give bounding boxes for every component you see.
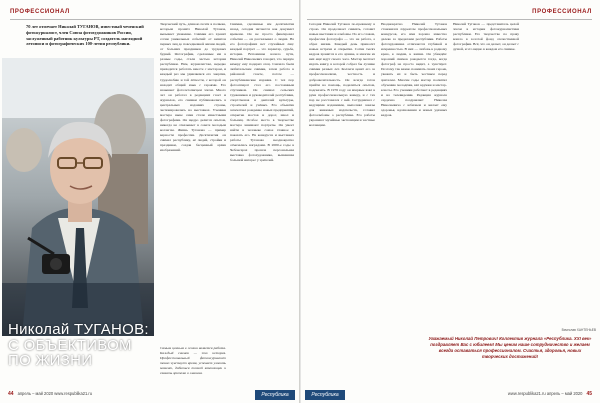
footer-right — [508, 391, 592, 397]
lead-paragraph: 70 лет отмечает Николай ТУГАНОВ, известный чеченский фотожурналист, член Союза фотохудожников России, заслуженный работник культуры РТ, создатель наглядной летописи и фотографических 100-летия республики. — [26, 24, 144, 47]
footer-right-text: www.respublika21.ru апрель – май 2020 — [507, 391, 583, 396]
page-number-left: 44 — [8, 391, 14, 397]
rubric-right: ПРОФЕССИОНАЛ — [532, 9, 592, 15]
footer-left-text: апрель – май 2020 www.respublika21.ru — [17, 391, 93, 396]
rubric-left: ПРОФЕССИОНАЛ — [10, 9, 70, 15]
author-signature: Вячеслав ХАНТЕНЬЕВ — [561, 328, 596, 332]
text-column-4: Неоднократно Николай Туганов становился лауреатом профессиональных конкурсов, его имя хорошо известно далеко за пределами республики. Работы фотохудожника отличаются глубиной и искренностью. В них — любовь к родному краю, к людям, к жизни. Он убеждён: хороший снимок рождается тогда, когда фотограф не просто видит, а чувствует. Поэтому так важно понимать своих героев, уважать их и быть честным перед зрителем. Многие годы мастер посвятил обучению молодёжи, вёл кружки и мастер-классы. Его ученики работают в редакциях и на телевидении. Редакция журнала сердечно поздравляет Николая Николаевича с юбилеем и желает ему здоровья, вдохновения и новых удачных кадров. — [381, 22, 447, 117]
article-title: Николай ТУГАНОВ: С ОБЪЕКТИВОМ ПО ЖИЗНИ — [8, 321, 149, 369]
text-column-3: Сегодня Николай Туганов по-прежнему в строю. Он продолжает снимать, готовит новые выставки и альбомы. По его словам, профессия фотографа — это не работа, а образ жизни. Каждый день приносит новые встречи и открытия. Сотни тысяч кадров хранятся в его архиве, и многие из них ещё ждут своего часа. Мастер мечтает издать книгу, в которой собрал бы лучшие снимки разных лет. Коллеги ценят его за профессионализм, честность и доброжелательность. Он всегда готов прийти на помощь, поделиться опытом, подсказать. В 1976 году он впервые взял в руки профессиональную камеру, и с тех пор не расставался с ней. Сотрудничал с ведущими изданиями, выполнял заказы для книжных издательств, готовил фотоальбомы о республике. Его работы украшают музейные экспозиции и частные коллекции. — [309, 22, 375, 127]
page-number-right: 45 — [586, 391, 592, 397]
text-column-2: Снимки, сделанные им десятилетия назад, сегодня читаются как документ времени. Он не просто фиксировал события — он рассказывал о людях. На его фотографиях нет случайных лиц: каждый портрет — это характер, судьба, история. Вспоминая начало пути, Николай Николаевич говорит, что первую камеру ему подарил отец. Сначала были любительские снимки, затем работа в районной газете, потом — республиканские издания. С тех пор фотоаппарат стал его постоянным спутником. Он снимал сельских тружеников и руководителей республики, спортсменов и деятелей культуры, строителей и учёных. Его объектив запечатлел рождение новых предприятий, открытие мостов и дорог, школ и больниц. Особое место в творчестве мастера занимают портреты. Он умеет найти в человеке самое главное и показать его. На конкурсах и выставках работы Туганова неоднократно отмечались наградами. В 2000-е годы в Чебоксарах прошла персональная выставка фотохудожника, вызвавшая большой интерес у зрителей. — [230, 22, 294, 163]
left-page — [0, 0, 299, 403]
text-column-1: Творческий путь, длиною почти в полвека, которым прошёл Николай Туганов, вызывает уважение. Снимки его хранят сотни уникальных событий: от визитов первых лиц до повседневной жизни людей, от больших праздников до трудовых будней. Фотографии, сделанные им в разные годы, стали частью истории республики. Нам, журналистам, нередко приходится работать вместе с мастером, и каждый раз мы удивляемся его энергии, трудолюбию и той лёгкости, с которой он находит общий язык с героями. Его называют фотолетописцем эпохи. Много лет он работал в редакциях газет и журналов, его снимки публиковались в центральных изданиях страны, экспонировались на выставках. Ученики мастера ныне сами стали известными фотографами. Он щедро делится опытом, никогда не отказывает в совете молодым коллегам. Жизнь Туганова — пример верности профессии. Десятилетия он снимал республику, её людей, стройки и праздники, создав бесценный архив изображений. — [160, 22, 226, 153]
rubric-rule-left — [10, 19, 292, 20]
rubric-rule-right — [307, 19, 592, 20]
congratulation-block: Уважаемый Николай Петрович! Коллектив журнала «Республика. XXI век» поздравляет Вас с юбилеем! Мы ценим наше сотрудничество и желаем всегда оставаться профессионалом. Счастья, здоровья, новых творческих достижений! — [428, 336, 592, 359]
text-column-5: Николай Туганов — представитель целой эпохи в истории фотожурналистики республики. Его творчество по праву вошло в золотой фонд отечественной фотографии. Всё, что он делает, он делает с душой, и это видно в каждом его снимке. — [453, 22, 519, 52]
right-page — [301, 0, 600, 403]
magazine-logo-left: Республика — [255, 390, 295, 400]
magazine-logo-right: Республика — [305, 390, 345, 400]
photo-caption: Самым ценным в жизни является работа. Каждый снимок — это история. Профессиональный фотожурналист тонко чувствует время, успевает уловить момент, добиться точной композиции и сказать зрителю о главном. — [160, 346, 226, 376]
footer-left — [8, 391, 92, 397]
portrait-photo — [2, 58, 154, 336]
